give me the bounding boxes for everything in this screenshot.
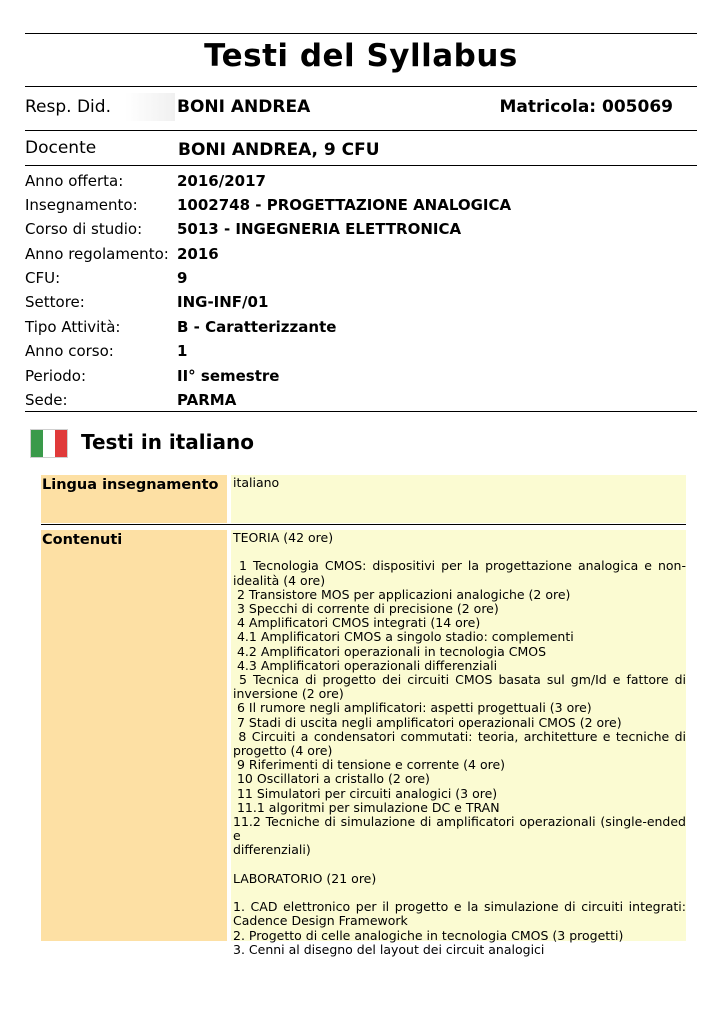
contenuti-line: 11.2 Tecniche di simulazione di amplificatori operazionali (single-ended e [233, 814, 686, 844]
contenuti-line: inversione (2 ore) [233, 686, 344, 702]
contenuti-line: 7 Stadi di uscita negli amplificatori operazionali CMOS (2 ore) [233, 714, 622, 730]
flag-stripe-green [31, 430, 43, 457]
info-value: PARMA [177, 391, 237, 409]
contenuti-line: LABORATORIO (21 ore) [233, 870, 377, 886]
contenuti-text [231, 530, 686, 957]
contenuti-line: 3. Cenni al disegno del layout dei circuit analogici [233, 941, 545, 957]
info-value: 2016 [177, 245, 219, 263]
flag-stripe-red [55, 430, 67, 457]
resp-did-label: Resp. Did. [25, 97, 111, 117]
info-value: 9 [177, 269, 188, 287]
info-label: Sede: [25, 391, 68, 409]
resp-rule [25, 130, 697, 131]
contenuti-line: 5 Tecnica di progetto dei circuiti CMOS basata sul gm/Id e fattore di [233, 672, 686, 688]
top-rule [25, 33, 697, 34]
contenuti-line [233, 886, 686, 900]
contenuti-line: 4 Amplificatori CMOS integrati (14 ore) [233, 615, 481, 631]
contenuti-line: 10 Oscillatori a cristallo (2 ore) [233, 771, 430, 787]
info-label: Periodo: [25, 367, 87, 385]
contenuti-line: TEORIA (42 ore) [233, 530, 334, 545]
info-label: CFU: [25, 269, 61, 287]
contenuti-line: 1 Tecnologia CMOS: dispositivi per la progettazione analogica e non- [233, 558, 686, 574]
contenuti-label: Contenuti [41, 530, 227, 941]
info-value: II° semestre [177, 367, 280, 385]
info-value: 1002748 - PROGETTAZIONE ANALOGICA [177, 196, 512, 214]
contenuti-line: 1. CAD elettronico per il progetto e la simulazione di circuiti integrati: [233, 899, 686, 915]
contenuti-line: 11 Simulatori per circuiti analogici (3 ore) [233, 785, 498, 801]
info-label: Settore: [25, 293, 85, 311]
info-label: Insegnamento: [25, 196, 138, 214]
info-value: 2016/2017 [177, 172, 266, 190]
contenuti-line [233, 858, 686, 872]
resp-did-value: BONI ANDREA [177, 97, 311, 117]
contenuti-line: 4.1 Amplificatori CMOS a singolo stadio: complementi [233, 629, 574, 645]
contenuti-line: 9 Riferimenti di tensione e corrente (4 ore) [233, 757, 506, 773]
contenuti-line: 2. Progetto di celle analogiche in tecnologia CMOS (3 progetti) [233, 927, 624, 943]
resp-did-shade [125, 93, 175, 121]
contenuti-line: Cadence Design Framework [233, 913, 408, 929]
info-value: 1 [177, 342, 188, 360]
contenuti-line: differenziali) [233, 842, 311, 858]
contenuti-line: 4.2 Amplificatori operazionali in tecnologia CMOS [233, 643, 547, 659]
info-label: Tipo Attività: [25, 318, 121, 336]
lingua-label: Lingua insegnamento [41, 475, 227, 523]
section-title: Testi in italiano [81, 430, 254, 454]
contenuti-line: idealità (4 ore) [233, 572, 326, 588]
docente-label: Docente [25, 138, 97, 158]
table-separator [41, 524, 686, 525]
info-label: Anno regolamento: [25, 245, 169, 263]
italy-flag-icon [30, 429, 68, 458]
contenuti-line: 11.1 algoritmi per simulazione DC e TRAN [233, 799, 500, 815]
contenuti-line [233, 545, 686, 559]
docente-rule [25, 165, 697, 166]
docente-value: BONI ANDREA, 9 CFU [178, 140, 380, 160]
contenuti-line: 6 Il rumore negli amplificatori: aspetti progettuali (3 ore) [233, 700, 592, 716]
matricola: Matricola: 005069 [499, 97, 673, 117]
info-value: B - Caratterizzante [177, 318, 337, 336]
info-bottom-rule [25, 411, 697, 412]
contenuti-line: 4.3 Amplificatori operazionali differenziali [233, 657, 498, 673]
contenuti-line: progetto (4 ore) [233, 743, 333, 759]
info-value: 5013 - INGEGNERIA ELETTRONICA [177, 220, 462, 238]
flag-stripe-white [43, 430, 55, 457]
info-label: Anno corso: [25, 342, 114, 360]
contenuti-line: 2 Transistore MOS per applicazioni analogiche (2 ore) [233, 586, 571, 602]
contenuti-line: 8 Circuiti a condensatori commutati: teoria, architetture e tecniche di [233, 728, 686, 744]
info-value: ING-INF/01 [177, 293, 269, 311]
title-rule [25, 86, 697, 87]
info-label: Corso di studio: [25, 220, 143, 238]
page-title: Testi del Syllabus [204, 38, 518, 74]
lingua-value: italiano [231, 475, 686, 523]
contenuti-line: 3 Specchi di corrente di precisione (2 ore) [233, 601, 499, 616]
info-label: Anno offerta: [25, 172, 124, 190]
